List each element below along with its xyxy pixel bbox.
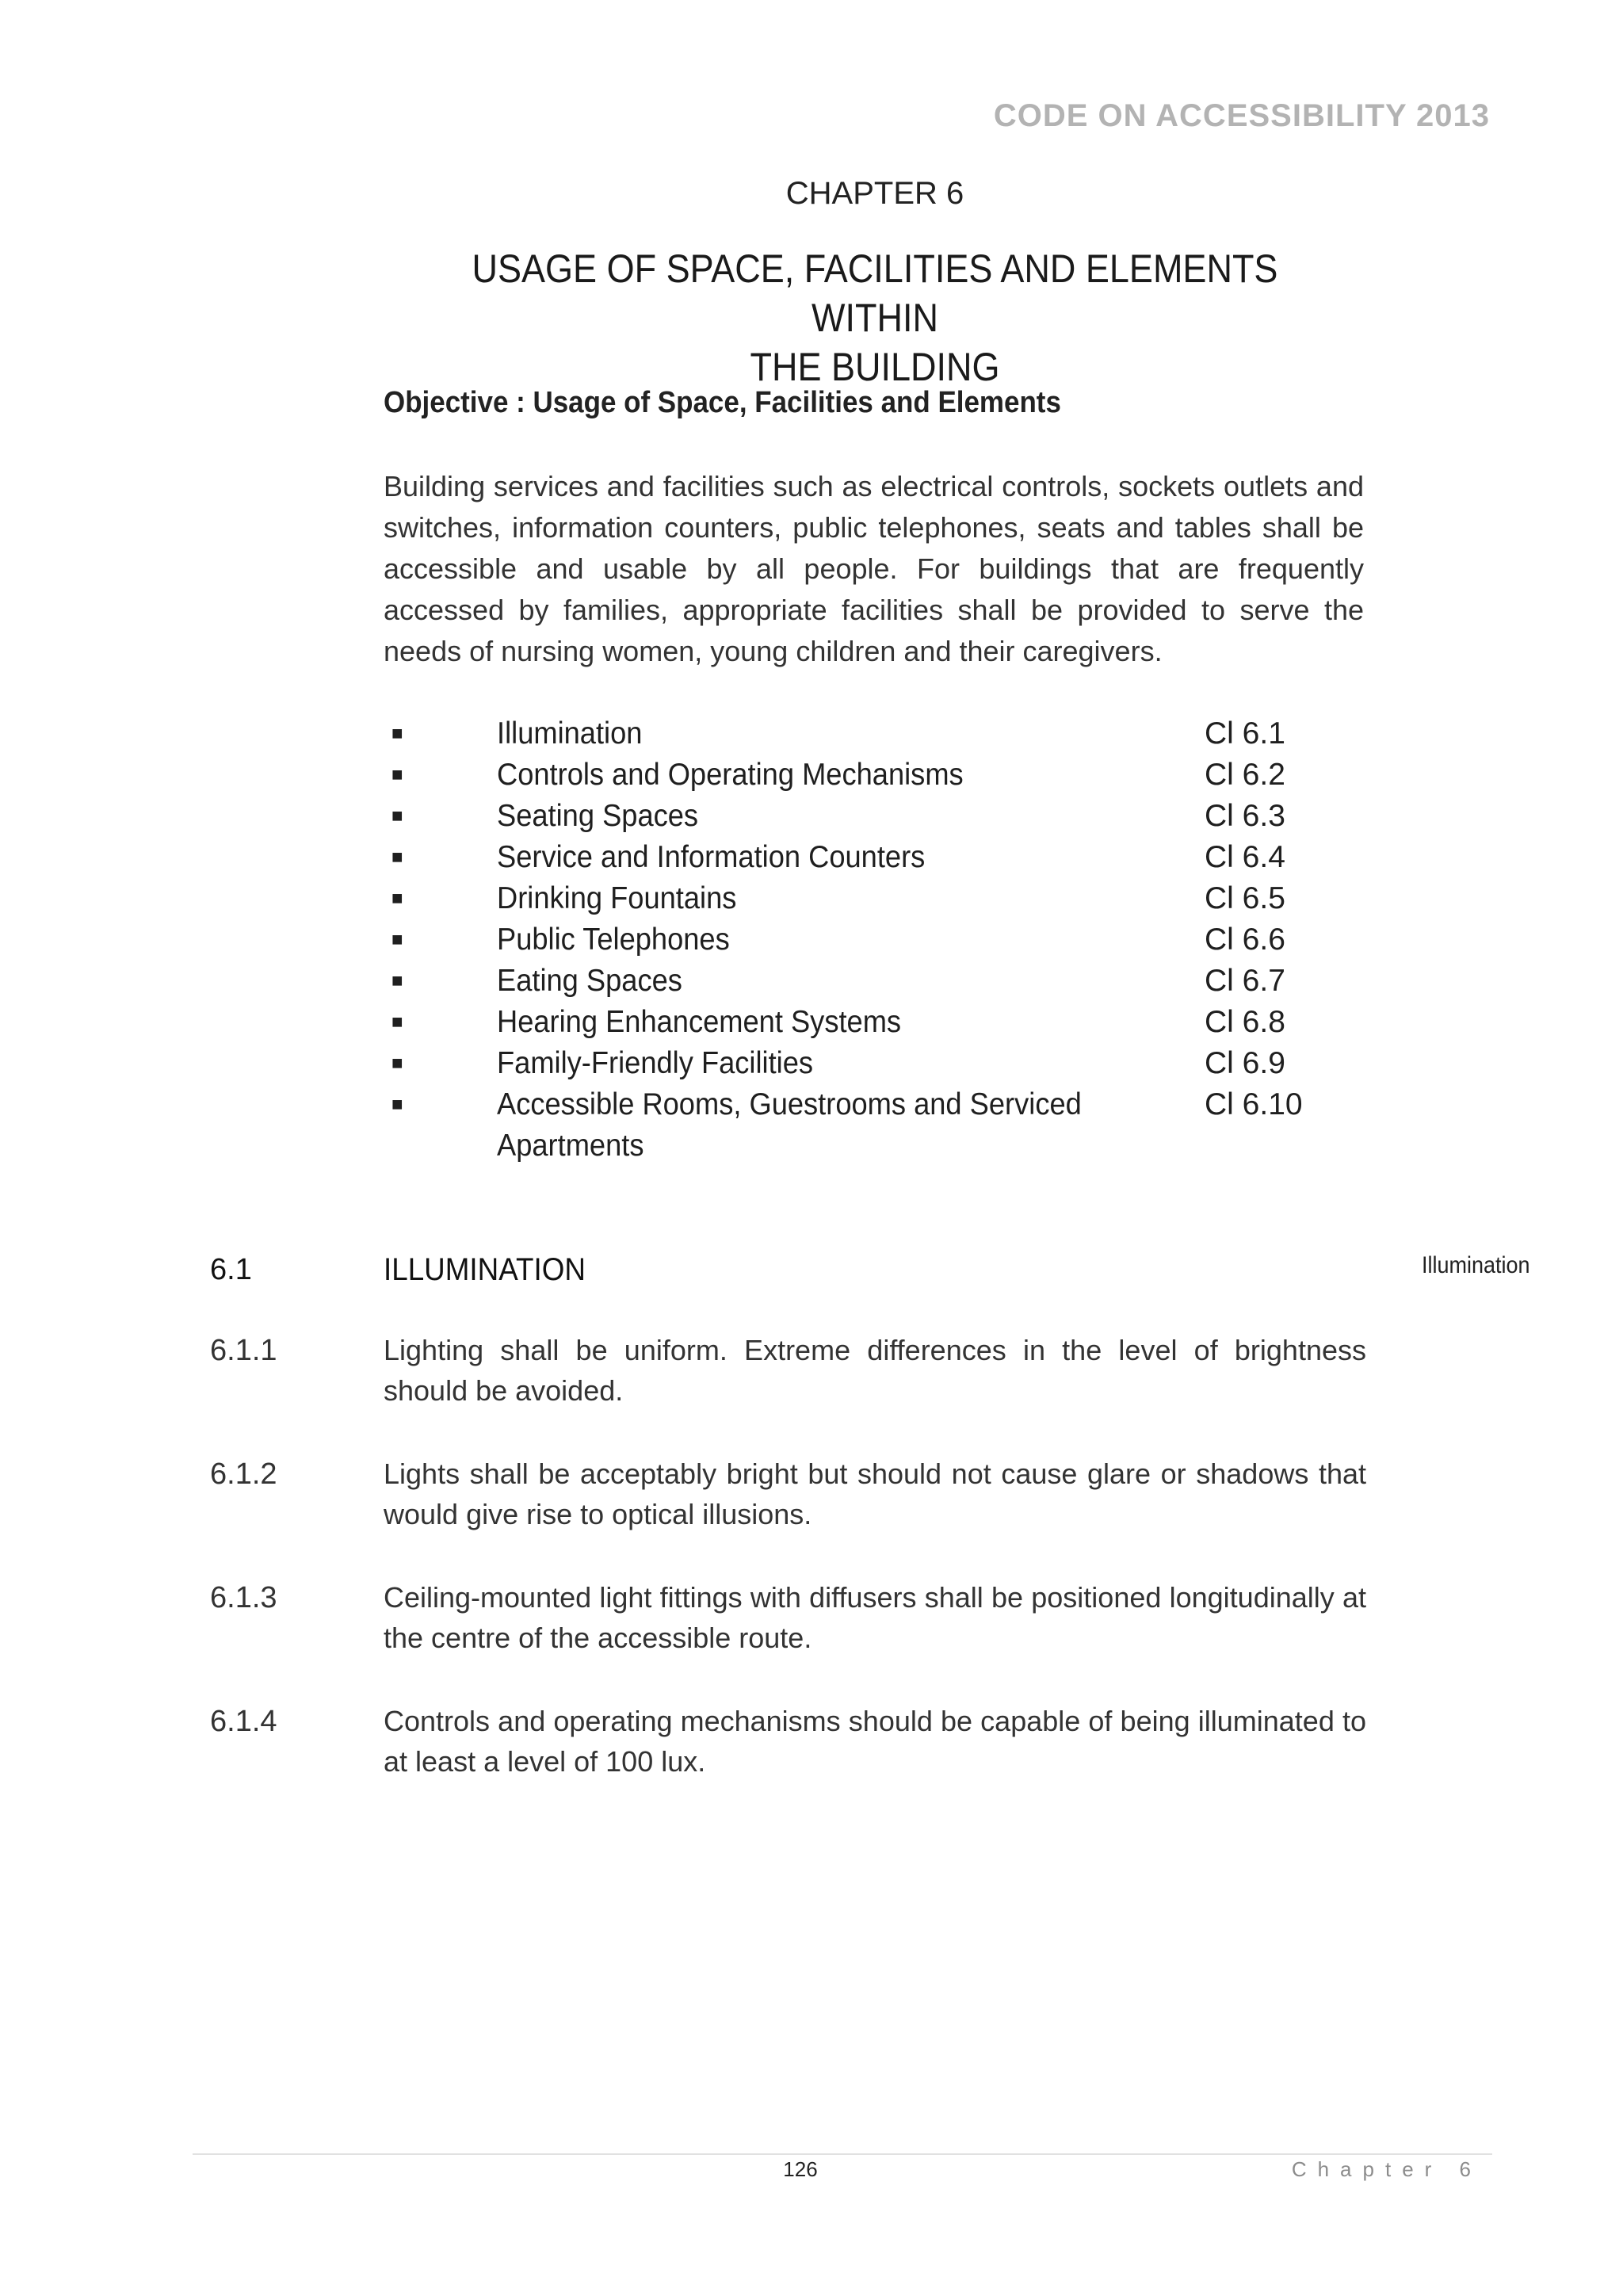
clause-text: Lights shall be acceptably bright but should not cause glare or shadows that would give rise to optical illusions.: [384, 1457, 1366, 1530]
square-bullet-icon: ■: [391, 1011, 403, 1033]
clause-index-ref: Cl 6.8: [1205, 1005, 1285, 1039]
margin-note: Illumination: [1422, 1252, 1530, 1278]
clause-number: 6.1.3: [210, 1581, 277, 1614]
chapter-title: [433, 244, 1317, 392]
chapter-title-line-1: USAGE OF SPACE, FACILITIES AND ELEMENTS WITHIN: [472, 246, 1278, 340]
footer-chapter-label: Chapter 6: [1291, 2157, 1482, 2181]
square-bullet-icon: ■: [391, 970, 403, 991]
clause-number: 6.1.4: [210, 1705, 277, 1738]
square-bullet-icon: ■: [391, 805, 403, 827]
section-title: ILLUMINATION: [384, 1252, 586, 1287]
clause-index-ref: Cl 6.5: [1205, 881, 1285, 915]
square-bullet-icon: ■: [391, 764, 403, 785]
page-number: 126: [783, 2157, 818, 2181]
clause-index-item: [384, 1002, 1366, 1043]
clause-index-item: [384, 755, 1366, 796]
clause-number: 6.1.1: [210, 1334, 277, 1367]
clause-index-item: [384, 713, 1366, 755]
clause-number: 6.1.2: [210, 1457, 277, 1491]
section-heading: [210, 1249, 1367, 1290]
clause-index-list: [384, 713, 1366, 1167]
clause: [210, 1701, 1367, 1782]
square-bullet-icon: ■: [391, 929, 403, 950]
clause-index-ref: Cl 6.3: [1205, 799, 1285, 833]
clause-index-item: [384, 961, 1366, 1002]
footer-divider: [193, 2153, 1492, 2155]
running-header: CODE ON ACCESSIBILITY 2013: [993, 98, 1490, 133]
clause: [210, 1330, 1367, 1411]
clause-index-label: Public Telephones: [497, 923, 730, 957]
clause-index-label: Seating Spaces: [497, 799, 699, 833]
clause-index-label: Drinking Fountains: [497, 881, 737, 915]
square-bullet-icon: ■: [391, 1094, 403, 1115]
clause-text: Ceiling-mounted light fittings with diffusers shall be positioned longitudinally at the centre of the accessible route.: [384, 1581, 1366, 1654]
clause-index-label: Eating Spaces: [497, 964, 682, 998]
clause-text: Controls and operating mechanisms should be capable of being illuminated to at least a level of 100 lux.: [384, 1705, 1366, 1778]
clause-text: Lighting shall be uniform. Extreme differences in the level of brightness should be avoided.: [384, 1334, 1366, 1407]
clause: [210, 1577, 1367, 1658]
clause-index-label: Illumination: [497, 716, 643, 751]
clause-index-ref: Cl 6.1: [1205, 716, 1285, 751]
clause-index-ref: Cl 6.7: [1205, 964, 1285, 998]
clause-index-ref: Cl 6.4: [1205, 840, 1285, 874]
clause: [210, 1454, 1367, 1534]
square-bullet-icon: ■: [391, 888, 403, 909]
clause-index-label: Hearing Enhancement Systems: [497, 1005, 902, 1039]
clause-index-ref: Cl 6.6: [1205, 923, 1285, 957]
clause-index-item: [384, 878, 1366, 919]
chapter-title-line-2: THE BUILDING: [750, 345, 1000, 389]
clause-index-ref: Cl 6.9: [1205, 1046, 1285, 1080]
clause-index-item: [384, 919, 1366, 961]
clause-index-label: Accessible Rooms, Guestrooms and Serviced Apartments: [497, 1087, 1082, 1163]
objective-statement: Objective : Usage of Space, Facilities and Elements: [384, 386, 1061, 419]
clause-index-label: Controls and Operating Mechanisms: [497, 758, 964, 792]
clause-index-label: Service and Information Counters: [497, 840, 926, 874]
clause-index-ref: Cl 6.2: [1205, 758, 1285, 792]
square-bullet-icon: ■: [391, 723, 403, 744]
clause-index-item: [384, 837, 1366, 878]
square-bullet-icon: ■: [391, 846, 403, 868]
chapter-label: CHAPTER 6: [785, 176, 964, 211]
square-bullet-icon: ■: [391, 1052, 403, 1074]
intro-paragraph: Building services and facilities such as electrical controls, sockets outlets and switches, information counters, public telephones, seats and tables shall be accessible and usable by all people. For buildings that are frequently accessed by families, appropriate facilities shall be provided to serve the needs of nursing women, young children and their caregivers.: [384, 470, 1364, 667]
clause-index-item: [384, 1043, 1366, 1084]
clause-index-item: [384, 796, 1366, 837]
section-number: 6.1: [210, 1253, 252, 1286]
clause-index-label: Family-Friendly Facilities: [497, 1046, 814, 1080]
clause-index-ref: Cl 6.10: [1205, 1087, 1303, 1121]
clause-index-item: [384, 1084, 1366, 1167]
